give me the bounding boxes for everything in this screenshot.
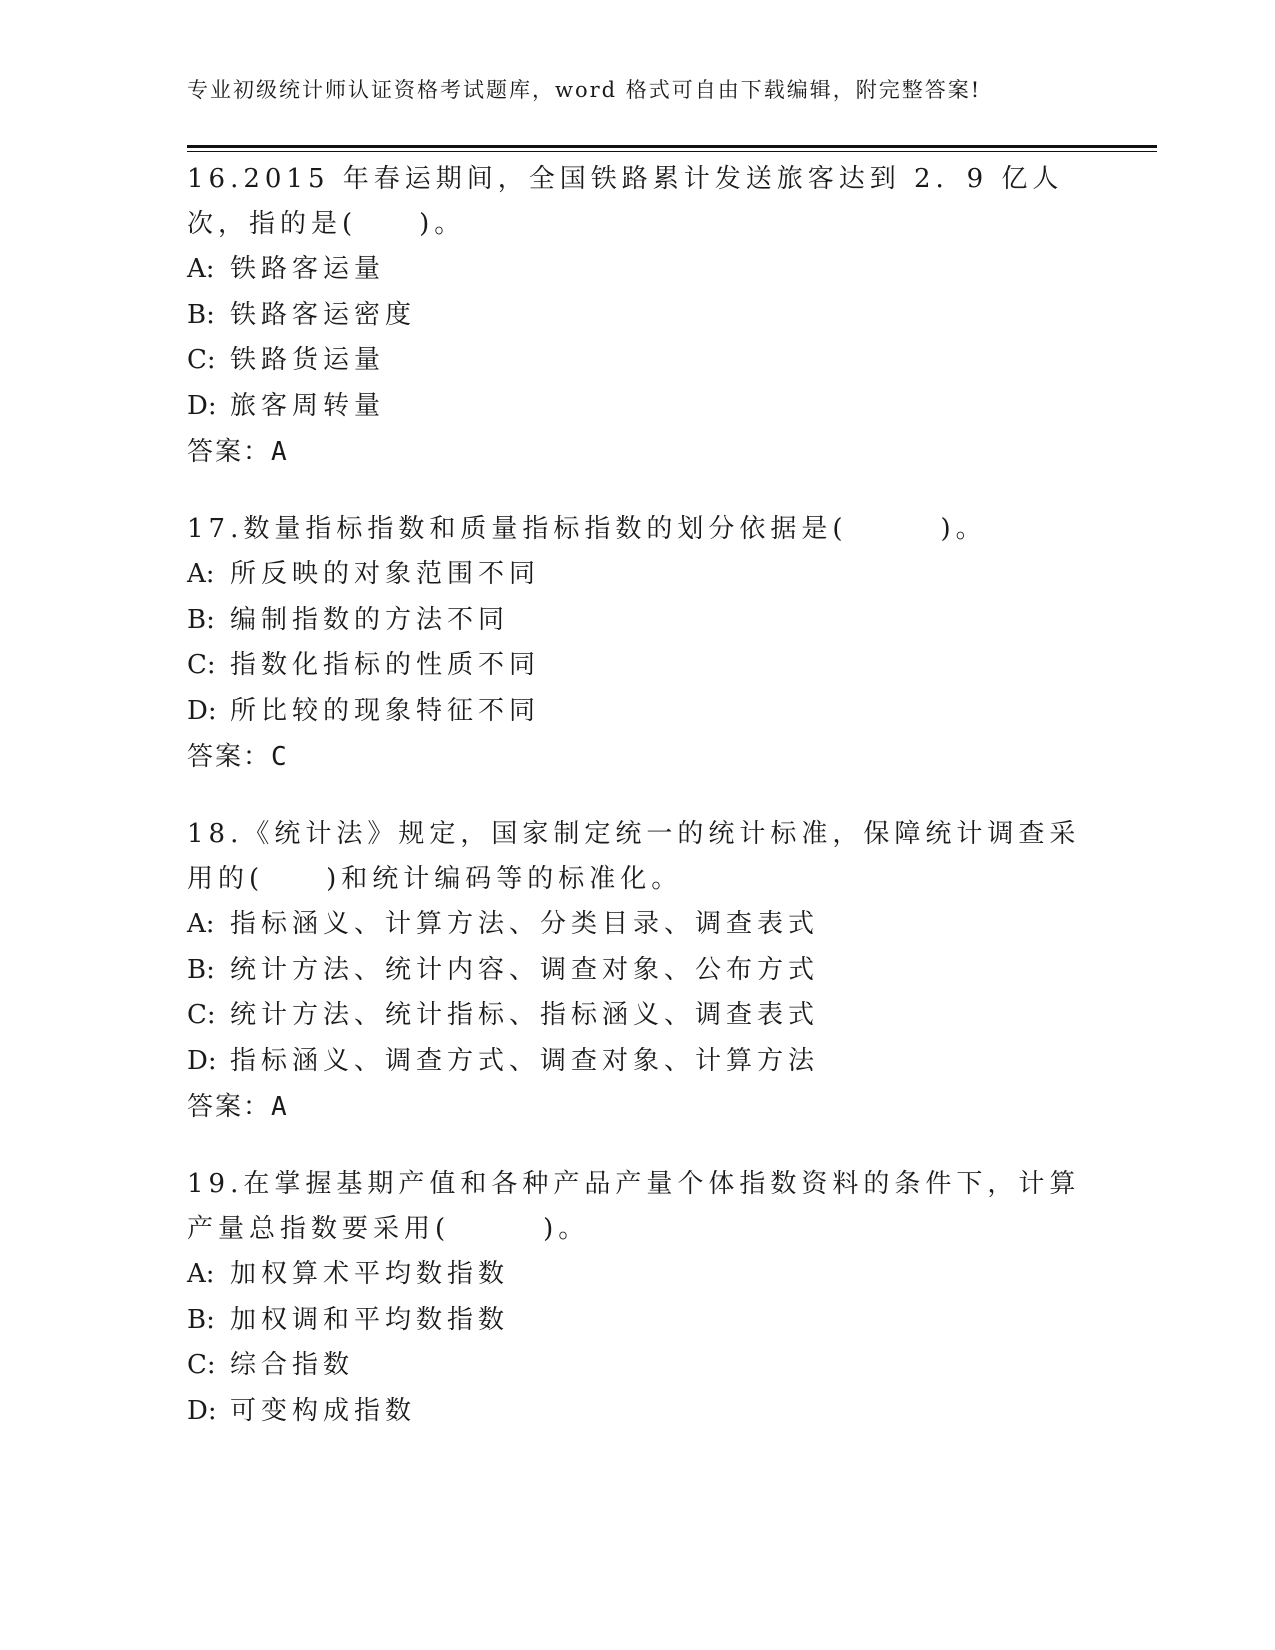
answer-label: 答案： [187,1092,272,1122]
option-text: 综合指数 [230,1350,355,1380]
option-c [187,338,1087,384]
option-key: B: [187,604,215,635]
option-b [187,598,1087,644]
option-text: 统计方法、统计内容、调查对象、公布方式 [230,954,820,985]
option-text: 编制指数的方法不同 [230,604,510,635]
header-rule-thin [187,151,1157,152]
option-c [187,1343,1087,1389]
option-a [187,1252,1087,1298]
question-17 [187,507,1087,780]
option-text: 可变构成指数 [230,1395,417,1426]
question-19 [187,1162,1087,1434]
option-key: C: [187,1350,216,1380]
option-key: C: [187,345,216,375]
question-18 [187,812,1087,1130]
option-a [187,247,1087,293]
option-b [187,293,1087,339]
option-text: 旅客周转量 [230,390,386,421]
question-16 [187,157,1087,475]
answer-line [187,734,1087,780]
option-d [187,689,1087,735]
header-rule-thick [187,145,1157,148]
option-text: 指标涵义、计算方法、分类目录、调查表式 [230,909,820,939]
option-key: A: [187,254,215,284]
option-key: C: [187,650,216,680]
option-key: A: [187,909,215,939]
option-key: D: [187,1045,217,1076]
question-stem: 18.《统计法》规定，国家制定统一的统计标准，保障统计调查采用的( )和统计编码等的标准化。 [187,819,1081,894]
question-stem: 17.数量指标指数和质量指标指数的划分依据是( )。 [187,514,987,544]
option-text: 铁路客运密度 [230,299,417,330]
option-key: A: [187,559,215,589]
answer-line [187,429,1087,475]
question-stem: 16.2015 年春运期间，全国铁路累计发送旅客达到 2．9 亿人次，指的是( )。 [187,164,1064,239]
option-d [187,384,1087,430]
page-header: 专业初级统计师认证资格考试题库，word 格式可自由下载编辑，附完整答案! [187,78,982,102]
option-text: 指数化指标的性质不同 [230,650,541,680]
option-key: A: [187,1259,215,1289]
answer-value: A [271,437,289,467]
option-c [187,643,1087,689]
option-key: D: [187,390,217,421]
option-key: B: [187,299,215,330]
option-b [187,1298,1087,1344]
option-text: 指标涵义、调查方式、调查对象、计算方法 [230,1045,820,1076]
question-list [187,157,1087,1466]
option-key: B: [187,954,215,985]
answer-value: C [271,742,289,772]
answer-value: A [271,1092,289,1122]
option-d [187,1389,1087,1435]
option-text: 所比较的现象特征不同 [230,695,541,726]
option-d [187,1039,1087,1085]
option-b [187,948,1087,994]
answer-label: 答案： [187,742,272,772]
option-text: 加权算术平均数指数 [230,1259,510,1289]
answer-label: 答案： [187,437,272,467]
option-key: B: [187,1304,215,1335]
option-text: 铁路货运量 [230,345,386,375]
question-stem: 19.在掌握基期产值和各种产品产量个体指数资料的条件下，计算产量总指数要采用( )。 [187,1169,1081,1244]
option-a [187,902,1087,948]
option-text: 加权调和平均数指数 [230,1304,510,1335]
option-a [187,552,1087,598]
option-key: D: [187,1395,217,1426]
option-text: 所反映的对象范围不同 [230,559,541,589]
option-text: 统计方法、统计指标、指标涵义、调查表式 [230,1000,820,1030]
option-key: D: [187,695,217,726]
option-text: 铁路客运量 [230,254,386,284]
answer-line [187,1084,1087,1130]
option-c [187,993,1087,1039]
option-key: C: [187,1000,216,1030]
